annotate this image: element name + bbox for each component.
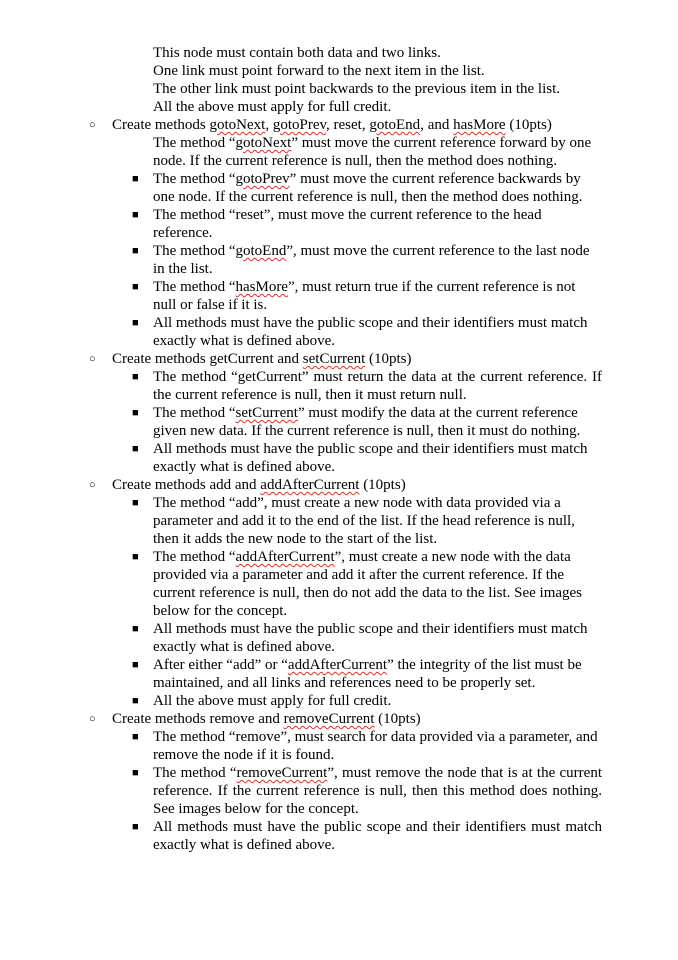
- square-bullet-icon: ■: [132, 209, 139, 221]
- spellcheck-word: gotoNext: [235, 135, 292, 151]
- square-bullet-icon: ■: [132, 695, 139, 707]
- spellcheck-word: gotoPrev: [235, 171, 290, 187]
- hollow-circle-bullet-icon: ○: [89, 119, 96, 131]
- intro-line: One link must point forward to the next item in the list.: [153, 63, 485, 79]
- list-item: ■ All methods must have the public scope and their identifiers must match exactly what is defined above.: [132, 315, 588, 349]
- list-item: ■ After either “add” or “addAfterCurrent” the integrity of the list must be maintained, and all links and references need to be properly set.: [132, 657, 582, 691]
- list-item: ■ The method “setCurrent” must modify the data at the current reference given new data. If the current reference is null, then it must do nothing.: [132, 405, 581, 439]
- list-item: ■ All methods must have the public scope and their identifiers must match exactly what is defined above.: [132, 441, 588, 475]
- intro-block: [153, 44, 678, 116]
- square-bullet-icon: ■: [132, 659, 139, 671]
- spellcheck-word: gotoEnd: [369, 117, 421, 133]
- section-remove-methods: ○ Create methods remove and removeCurrent (10pts): [89, 711, 421, 727]
- square-bullet-icon: ■: [132, 173, 139, 185]
- hollow-circle-bullet-icon: ○: [89, 479, 96, 491]
- spellcheck-word: hasMore: [235, 279, 288, 295]
- section-add-methods: ○ Create methods add and addAfterCurrent (10pts): [89, 477, 406, 493]
- list-item: The method “gotoNext” must move the current reference forward by one node. If the current reference is null, then the method does nothing.: [153, 135, 592, 169]
- square-bullet-icon: ■: [132, 623, 139, 635]
- intro-line: All the above must apply for full credit.: [153, 99, 392, 115]
- spellcheck-word: gotoEnd: [235, 243, 287, 259]
- intro-line: The other link must point backwards to the previous item in the list.: [153, 81, 561, 97]
- square-bullet-icon: ■: [132, 821, 139, 833]
- list-item: ■ The method “reset”, must move the current reference to the head reference.: [132, 207, 542, 241]
- section-goto-methods: ○ Create methods gotoNext, gotoPrev, reset, gotoEnd, and hasMore (10pts): [89, 117, 552, 133]
- square-bullet-icon: ■: [132, 767, 139, 779]
- list-item: ■ The method “add”, must create a new node with data provided via a parameter and add it to the end of the list. If the head reference is null, then it adds the new node to the start of the list.: [132, 495, 575, 547]
- spellcheck-word: removeCurrent: [236, 765, 328, 781]
- document-page: [0, 44, 678, 854]
- spellcheck-word: gotoNext: [209, 117, 266, 133]
- spellcheck-word: removeCurrent: [283, 711, 375, 727]
- list-item: ■ The method “getCurrent” must return the data at the current reference. If the current reference is null, then it must return null.: [132, 369, 602, 403]
- square-bullet-icon: ■: [132, 731, 139, 743]
- square-bullet-icon: ■: [132, 245, 139, 257]
- square-bullet-icon: ■: [132, 551, 139, 563]
- spellcheck-word: hasMore: [453, 117, 506, 133]
- spellcheck-word: addAfterCurrent: [235, 549, 335, 565]
- spellcheck-word: setCurrent: [235, 405, 298, 421]
- list-item: ■ The method “remove”, must search for data provided via a parameter, and remove the node if it is found.: [132, 729, 598, 763]
- list-item: ■ All methods must have the public scope and their identifiers must match exactly what is defined above.: [132, 621, 588, 655]
- hollow-circle-bullet-icon: ○: [89, 353, 96, 365]
- list-item: ■ The method “hasMore”, must return true if the current reference is not null or false if it is.: [132, 279, 576, 313]
- section-current-methods: ○ Create methods getCurrent and setCurrent (10pts): [89, 351, 412, 367]
- spellcheck-word: addAfterCurrent: [287, 657, 388, 673]
- list-item: ■ The method “addAfterCurrent”, must create a new node with the data provided via a parameter and add it after the current reference. If the current reference is null, then do not add the data to the list. See images below for the concept.: [132, 549, 583, 619]
- square-bullet-icon: ■: [132, 497, 139, 509]
- spellcheck-word: gotoPrev: [272, 117, 327, 133]
- list-item: ■ All methods must have the public scope and their identifiers must match exactly what is defined above.: [132, 819, 602, 853]
- list-item: ■ The method “gotoEnd”, must move the current reference to the last node in the list.: [132, 243, 590, 277]
- square-bullet-icon: ■: [132, 317, 139, 329]
- square-bullet-icon: ■: [132, 281, 139, 293]
- spellcheck-word: setCurrent: [302, 351, 366, 367]
- square-bullet-icon: ■: [132, 443, 139, 455]
- intro-line: This node must contain both data and two links.: [153, 45, 441, 61]
- list-item: ■ All the above must apply for full credit.: [132, 693, 392, 709]
- square-bullet-icon: ■: [132, 407, 139, 419]
- spellcheck-word: addAfterCurrent: [260, 477, 360, 493]
- square-bullet-icon: ■: [132, 371, 139, 383]
- hollow-circle-bullet-icon: ○: [89, 713, 96, 725]
- list-item: ■ The method “gotoPrev” must move the current reference backwards by one node. If the current reference is null, then the method does nothing.: [132, 171, 583, 205]
- list-item: ■ The method “removeCurrent”, must remove the node that is at the current reference. If the current reference is null, then this method does nothing. See images below for the concept.: [132, 765, 602, 817]
